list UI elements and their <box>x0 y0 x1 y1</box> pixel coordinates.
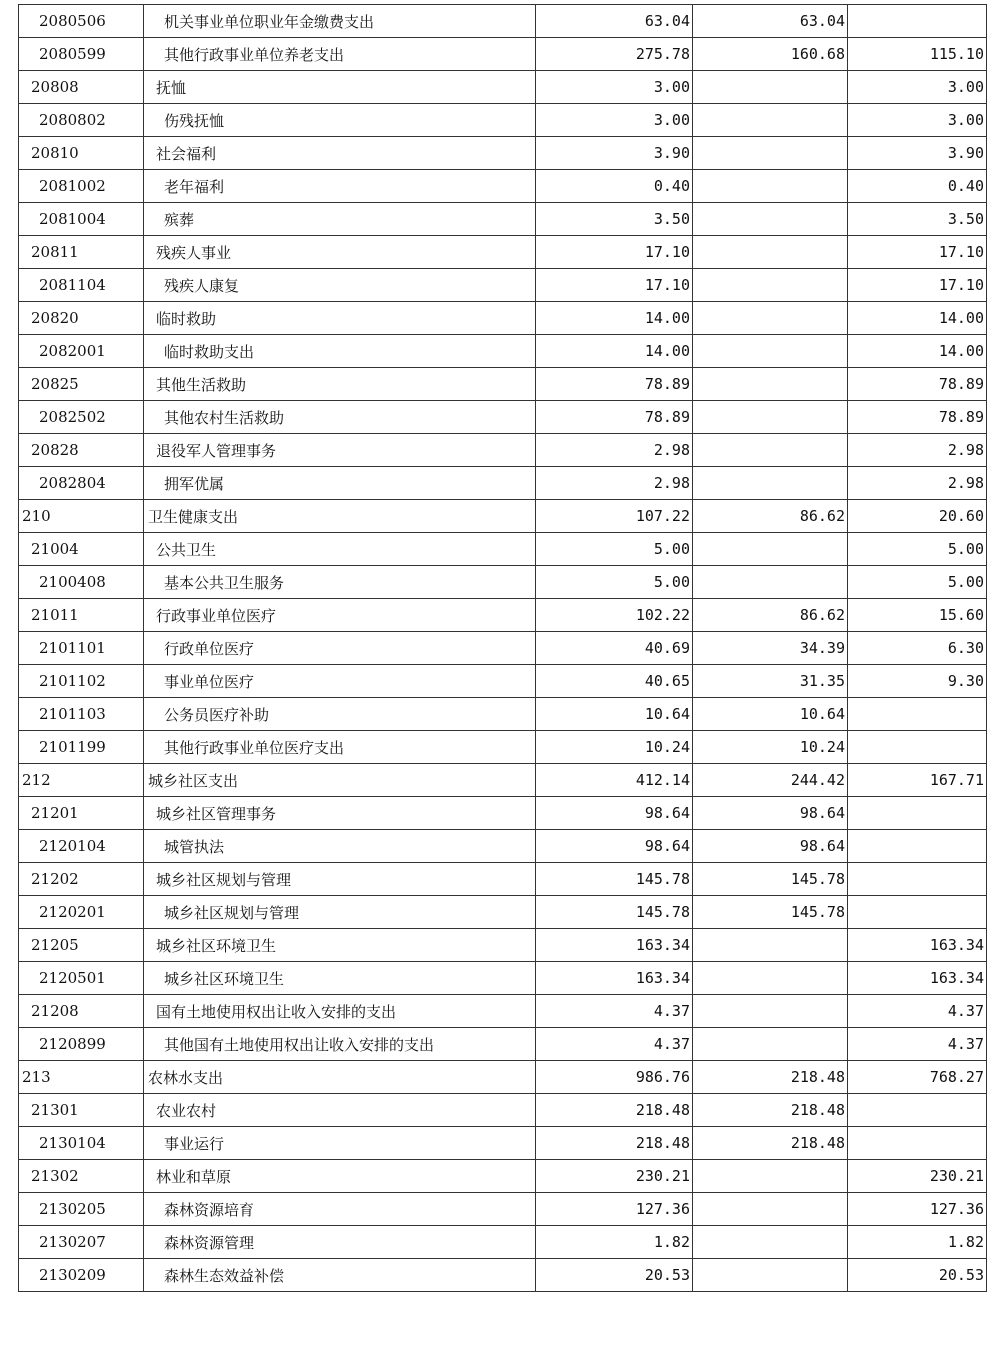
basic-expenditure-cell: 98.64 <box>693 797 848 830</box>
project-expenditure-cell: 167.71 <box>848 764 987 797</box>
project-expenditure-cell: 3.00 <box>848 71 987 104</box>
account-name-cell: 社会福利 <box>144 137 536 170</box>
account-code-cell: 212 <box>19 764 144 797</box>
account-name-cell: 伤残抚恤 <box>144 104 536 137</box>
project-expenditure-cell: 1.82 <box>848 1226 987 1259</box>
project-expenditure-cell: 14.00 <box>848 335 987 368</box>
total-amount-cell: 40.65 <box>536 665 693 698</box>
table-row <box>19 830 987 863</box>
account-code-cell: 21202 <box>19 863 144 896</box>
account-code-cell: 2130209 <box>19 1259 144 1292</box>
table-row <box>19 1259 987 1292</box>
basic-expenditure-cell: 86.62 <box>693 599 848 632</box>
account-code-cell: 2080599 <box>19 38 144 71</box>
total-amount-cell: 3.90 <box>536 137 693 170</box>
account-code-cell: 20808 <box>19 71 144 104</box>
basic-expenditure-cell: 10.24 <box>693 731 848 764</box>
basic-expenditure-cell: 63.04 <box>693 5 848 38</box>
total-amount-cell: 4.37 <box>536 995 693 1028</box>
basic-expenditure-cell: 218.48 <box>693 1127 848 1160</box>
table-row <box>19 269 987 302</box>
project-expenditure-cell: 2.98 <box>848 467 987 500</box>
account-code-cell: 21301 <box>19 1094 144 1127</box>
account-name-cell: 事业单位医疗 <box>144 665 536 698</box>
account-name-cell: 城乡社区支出 <box>144 764 536 797</box>
total-amount-cell: 163.34 <box>536 929 693 962</box>
table-row <box>19 797 987 830</box>
project-expenditure-cell: 3.90 <box>848 137 987 170</box>
basic-expenditure-cell <box>693 1193 848 1226</box>
total-amount-cell: 107.22 <box>536 500 693 533</box>
basic-expenditure-cell: 160.68 <box>693 38 848 71</box>
account-code-cell: 21205 <box>19 929 144 962</box>
account-name-cell: 临时救助支出 <box>144 335 536 368</box>
total-amount-cell: 3.50 <box>536 203 693 236</box>
total-amount-cell: 10.24 <box>536 731 693 764</box>
account-name-cell: 残疾人事业 <box>144 236 536 269</box>
table-row <box>19 863 987 896</box>
table-row <box>19 665 987 698</box>
basic-expenditure-cell <box>693 401 848 434</box>
total-amount-cell: 10.64 <box>536 698 693 731</box>
table-body <box>19 5 987 1292</box>
table-row <box>19 71 987 104</box>
project-expenditure-cell <box>848 797 987 830</box>
total-amount-cell: 986.76 <box>536 1061 693 1094</box>
account-code-cell: 2080802 <box>19 104 144 137</box>
account-code-cell: 2081002 <box>19 170 144 203</box>
project-expenditure-cell <box>848 896 987 929</box>
basic-expenditure-cell <box>693 533 848 566</box>
account-code-cell: 2120899 <box>19 1028 144 1061</box>
project-expenditure-cell: 5.00 <box>848 533 987 566</box>
basic-expenditure-cell: 10.64 <box>693 698 848 731</box>
total-amount-cell: 40.69 <box>536 632 693 665</box>
account-name-cell: 农林水支出 <box>144 1061 536 1094</box>
account-code-cell: 210 <box>19 500 144 533</box>
account-code-cell: 2130205 <box>19 1193 144 1226</box>
project-expenditure-cell: 163.34 <box>848 962 987 995</box>
account-name-cell: 其他行政事业单位医疗支出 <box>144 731 536 764</box>
table-row <box>19 5 987 38</box>
total-amount-cell: 163.34 <box>536 962 693 995</box>
total-amount-cell: 275.78 <box>536 38 693 71</box>
table-row <box>19 137 987 170</box>
table-row <box>19 467 987 500</box>
project-expenditure-cell: 78.89 <box>848 368 987 401</box>
basic-expenditure-cell <box>693 962 848 995</box>
basic-expenditure-cell <box>693 1259 848 1292</box>
table-row <box>19 1127 987 1160</box>
basic-expenditure-cell <box>693 434 848 467</box>
account-code-cell: 2120501 <box>19 962 144 995</box>
table-row <box>19 335 987 368</box>
project-expenditure-cell <box>848 5 987 38</box>
total-amount-cell: 230.21 <box>536 1160 693 1193</box>
project-expenditure-cell: 115.10 <box>848 38 987 71</box>
table-row <box>19 632 987 665</box>
account-code-cell: 20810 <box>19 137 144 170</box>
project-expenditure-cell: 3.50 <box>848 203 987 236</box>
table-row <box>19 731 987 764</box>
project-expenditure-cell: 14.00 <box>848 302 987 335</box>
total-amount-cell: 98.64 <box>536 830 693 863</box>
basic-expenditure-cell: 145.78 <box>693 863 848 896</box>
total-amount-cell: 127.36 <box>536 1193 693 1226</box>
table-row <box>19 599 987 632</box>
total-amount-cell: 102.22 <box>536 599 693 632</box>
table-row <box>19 764 987 797</box>
total-amount-cell: 218.48 <box>536 1094 693 1127</box>
project-expenditure-cell: 5.00 <box>848 566 987 599</box>
account-name-cell: 老年福利 <box>144 170 536 203</box>
budget-expenditure-table <box>18 4 987 1292</box>
account-code-cell: 2101101 <box>19 632 144 665</box>
total-amount-cell: 145.78 <box>536 896 693 929</box>
account-name-cell: 行政事业单位医疗 <box>144 599 536 632</box>
account-name-cell: 残疾人康复 <box>144 269 536 302</box>
basic-expenditure-cell <box>693 302 848 335</box>
account-name-cell: 林业和草原 <box>144 1160 536 1193</box>
account-name-cell: 其他行政事业单位养老支出 <box>144 38 536 71</box>
account-name-cell: 城乡社区规划与管理 <box>144 863 536 896</box>
table-row <box>19 566 987 599</box>
table-row <box>19 698 987 731</box>
account-name-cell: 城乡社区规划与管理 <box>144 896 536 929</box>
account-code-cell: 2082001 <box>19 335 144 368</box>
account-name-cell: 公务员医疗补助 <box>144 698 536 731</box>
table-row <box>19 929 987 962</box>
basic-expenditure-cell: 218.48 <box>693 1094 848 1127</box>
account-code-cell: 21011 <box>19 599 144 632</box>
basic-expenditure-cell: 218.48 <box>693 1061 848 1094</box>
account-code-cell: 2130104 <box>19 1127 144 1160</box>
table-row <box>19 38 987 71</box>
table-row <box>19 962 987 995</box>
account-code-cell: 2101102 <box>19 665 144 698</box>
account-code-cell: 2081004 <box>19 203 144 236</box>
total-amount-cell: 78.89 <box>536 401 693 434</box>
total-amount-cell: 98.64 <box>536 797 693 830</box>
account-name-cell: 行政单位医疗 <box>144 632 536 665</box>
table-row <box>19 203 987 236</box>
project-expenditure-cell: 17.10 <box>848 269 987 302</box>
account-name-cell: 抚恤 <box>144 71 536 104</box>
project-expenditure-cell <box>848 698 987 731</box>
account-code-cell: 20820 <box>19 302 144 335</box>
basic-expenditure-cell <box>693 995 848 1028</box>
account-name-cell: 殡葬 <box>144 203 536 236</box>
table-row <box>19 368 987 401</box>
basic-expenditure-cell: 31.35 <box>693 665 848 698</box>
table-row <box>19 1226 987 1259</box>
table-row <box>19 995 987 1028</box>
project-expenditure-cell: 2.98 <box>848 434 987 467</box>
total-amount-cell: 17.10 <box>536 236 693 269</box>
account-code-cell: 21208 <box>19 995 144 1028</box>
table-row <box>19 1094 987 1127</box>
account-name-cell: 城管执法 <box>144 830 536 863</box>
project-expenditure-cell: 127.36 <box>848 1193 987 1226</box>
account-name-cell: 城乡社区环境卫生 <box>144 962 536 995</box>
account-name-cell: 城乡社区环境卫生 <box>144 929 536 962</box>
total-amount-cell: 5.00 <box>536 566 693 599</box>
basic-expenditure-cell: 244.42 <box>693 764 848 797</box>
project-expenditure-cell: 3.00 <box>848 104 987 137</box>
total-amount-cell: 17.10 <box>536 269 693 302</box>
basic-expenditure-cell <box>693 236 848 269</box>
account-code-cell: 2101199 <box>19 731 144 764</box>
account-name-cell: 其他国有土地使用权出让收入安排的支出 <box>144 1028 536 1061</box>
basic-expenditure-cell <box>693 71 848 104</box>
total-amount-cell: 145.78 <box>536 863 693 896</box>
account-name-cell: 其他生活救助 <box>144 368 536 401</box>
total-amount-cell: 14.00 <box>536 302 693 335</box>
project-expenditure-cell <box>848 731 987 764</box>
total-amount-cell: 20.53 <box>536 1259 693 1292</box>
basic-expenditure-cell <box>693 203 848 236</box>
project-expenditure-cell: 768.27 <box>848 1061 987 1094</box>
total-amount-cell: 3.00 <box>536 104 693 137</box>
basic-expenditure-cell: 98.64 <box>693 830 848 863</box>
project-expenditure-cell: 4.37 <box>848 995 987 1028</box>
account-code-cell: 2100408 <box>19 566 144 599</box>
account-code-cell: 20811 <box>19 236 144 269</box>
project-expenditure-cell: 9.30 <box>848 665 987 698</box>
basic-expenditure-cell <box>693 269 848 302</box>
account-code-cell: 2101103 <box>19 698 144 731</box>
account-name-cell: 国有土地使用权出让收入安排的支出 <box>144 995 536 1028</box>
account-code-cell: 2120201 <box>19 896 144 929</box>
table-row <box>19 302 987 335</box>
account-name-cell: 事业运行 <box>144 1127 536 1160</box>
project-expenditure-cell <box>848 863 987 896</box>
account-name-cell: 其他农村生活救助 <box>144 401 536 434</box>
table-row <box>19 236 987 269</box>
basic-expenditure-cell: 145.78 <box>693 896 848 929</box>
total-amount-cell: 0.40 <box>536 170 693 203</box>
project-expenditure-cell: 20.60 <box>848 500 987 533</box>
table-row <box>19 896 987 929</box>
basic-expenditure-cell <box>693 1160 848 1193</box>
account-code-cell: 2082804 <box>19 467 144 500</box>
account-code-cell: 21201 <box>19 797 144 830</box>
total-amount-cell: 78.89 <box>536 368 693 401</box>
account-name-cell: 卫生健康支出 <box>144 500 536 533</box>
project-expenditure-cell <box>848 1127 987 1160</box>
total-amount-cell: 218.48 <box>536 1127 693 1160</box>
project-expenditure-cell: 17.10 <box>848 236 987 269</box>
account-code-cell: 2082502 <box>19 401 144 434</box>
account-name-cell: 城乡社区管理事务 <box>144 797 536 830</box>
account-name-cell: 森林资源培育 <box>144 1193 536 1226</box>
basic-expenditure-cell: 86.62 <box>693 500 848 533</box>
account-code-cell: 20825 <box>19 368 144 401</box>
basic-expenditure-cell <box>693 137 848 170</box>
total-amount-cell: 2.98 <box>536 434 693 467</box>
total-amount-cell: 1.82 <box>536 1226 693 1259</box>
basic-expenditure-cell: 34.39 <box>693 632 848 665</box>
total-amount-cell: 3.00 <box>536 71 693 104</box>
account-name-cell: 基本公共卫生服务 <box>144 566 536 599</box>
project-expenditure-cell: 4.37 <box>848 1028 987 1061</box>
table-row <box>19 1061 987 1094</box>
table-row <box>19 1193 987 1226</box>
account-code-cell: 2080506 <box>19 5 144 38</box>
table-row <box>19 1028 987 1061</box>
project-expenditure-cell: 6.30 <box>848 632 987 665</box>
account-code-cell: 2081104 <box>19 269 144 302</box>
table-row <box>19 401 987 434</box>
total-amount-cell: 2.98 <box>536 467 693 500</box>
basic-expenditure-cell <box>693 335 848 368</box>
project-expenditure-cell: 163.34 <box>848 929 987 962</box>
project-expenditure-cell: 78.89 <box>848 401 987 434</box>
account-name-cell: 森林资源管理 <box>144 1226 536 1259</box>
account-name-cell: 公共卫生 <box>144 533 536 566</box>
account-name-cell: 农业农村 <box>144 1094 536 1127</box>
total-amount-cell: 5.00 <box>536 533 693 566</box>
basic-expenditure-cell <box>693 368 848 401</box>
total-amount-cell: 14.00 <box>536 335 693 368</box>
basic-expenditure-cell <box>693 1028 848 1061</box>
table-row <box>19 533 987 566</box>
project-expenditure-cell: 15.60 <box>848 599 987 632</box>
total-amount-cell: 4.37 <box>536 1028 693 1061</box>
project-expenditure-cell: 20.53 <box>848 1259 987 1292</box>
table-row <box>19 434 987 467</box>
account-name-cell: 拥军优属 <box>144 467 536 500</box>
account-name-cell: 退役军人管理事务 <box>144 434 536 467</box>
project-expenditure-cell: 0.40 <box>848 170 987 203</box>
table-row <box>19 1160 987 1193</box>
project-expenditure-cell: 230.21 <box>848 1160 987 1193</box>
account-code-cell: 213 <box>19 1061 144 1094</box>
account-code-cell: 21004 <box>19 533 144 566</box>
project-expenditure-cell <box>848 830 987 863</box>
account-code-cell: 2120104 <box>19 830 144 863</box>
table-row <box>19 104 987 137</box>
account-name-cell: 临时救助 <box>144 302 536 335</box>
project-expenditure-cell <box>848 1094 987 1127</box>
account-name-cell: 机关事业单位职业年金缴费支出 <box>144 5 536 38</box>
table-row <box>19 170 987 203</box>
basic-expenditure-cell <box>693 104 848 137</box>
table-row <box>19 500 987 533</box>
total-amount-cell: 412.14 <box>536 764 693 797</box>
basic-expenditure-cell <box>693 929 848 962</box>
account-name-cell: 森林生态效益补偿 <box>144 1259 536 1292</box>
basic-expenditure-cell <box>693 170 848 203</box>
total-amount-cell: 63.04 <box>536 5 693 38</box>
account-code-cell: 2130207 <box>19 1226 144 1259</box>
basic-expenditure-cell <box>693 1226 848 1259</box>
account-code-cell: 20828 <box>19 434 144 467</box>
basic-expenditure-cell <box>693 467 848 500</box>
account-code-cell: 21302 <box>19 1160 144 1193</box>
basic-expenditure-cell <box>693 566 848 599</box>
